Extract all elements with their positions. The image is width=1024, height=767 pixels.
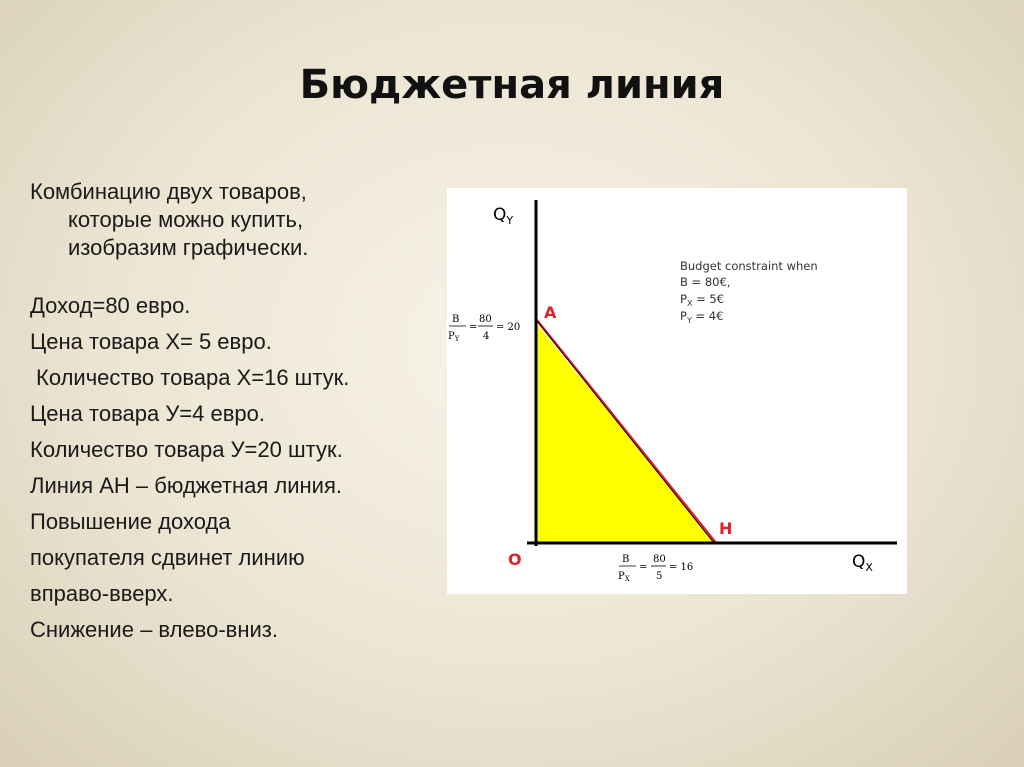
origin-label: O [508,550,522,569]
x-axis-label: $Q_X$ [852,552,873,574]
formula-result: = 16 [669,562,694,573]
fact-quantity-x: Количество товара Х=16 штук. [36,365,350,390]
budget-chart [447,188,907,594]
fact-quantity-y: Количество товара У=20 штук. [30,437,343,462]
formula-den: $P_X$ [618,571,630,583]
formula-den: 4 [483,331,490,342]
point-h-label: H [719,519,733,538]
formula-den: 5 [656,571,663,582]
fact-income-rise: Повышение дохода [30,509,231,534]
legend-line: $P_Y$ = 4€ [680,309,724,325]
fact-income-rise: покупателя сдвинет линию [30,545,305,570]
fact-list [30,288,440,648]
formula-num: B [452,314,460,325]
fact-income: Доход=80 евро. [30,293,191,318]
formula-num: 80 [479,314,492,325]
formula-num: B [622,554,630,565]
formula-den: $P_Y$ [448,331,460,343]
y-intercept-formula [448,314,520,343]
x-intercept-formula [618,554,693,583]
intro-line: которые можно купить, [68,207,304,232]
chart-legend [680,259,818,325]
formula-num: 80 [653,554,666,565]
legend-line: B = 80€, [680,275,731,289]
page-title: Бюджетная линия [299,62,725,108]
intro-line: Комбинацию двух товаров, [30,179,307,204]
fact-price-y: Цена товара У=4 евро. [30,401,266,426]
y-axis-label: $Q_Y$ [493,205,514,227]
intro-line: изобразим графически. [68,235,309,260]
fact-price-x: Цена товара Х= 5 евро. [30,329,272,354]
legend-line: $P_X$ = 5€ [680,292,725,308]
formula-result: = 20 [496,322,521,333]
intro-text [30,178,440,262]
formula-eq: = [639,562,648,573]
fact-income-fall: Снижение – влево-вниз. [30,617,278,642]
legend-line: Budget constraint when [680,259,818,273]
slide-body [30,178,440,648]
formula-eq: = [469,322,478,333]
budget-chart-svg [447,188,907,594]
fact-budget-line: Линия АН – бюджетная линия. [30,473,342,498]
point-a-label: A [544,303,557,322]
fact-income-rise: вправо-вверх. [30,581,174,606]
